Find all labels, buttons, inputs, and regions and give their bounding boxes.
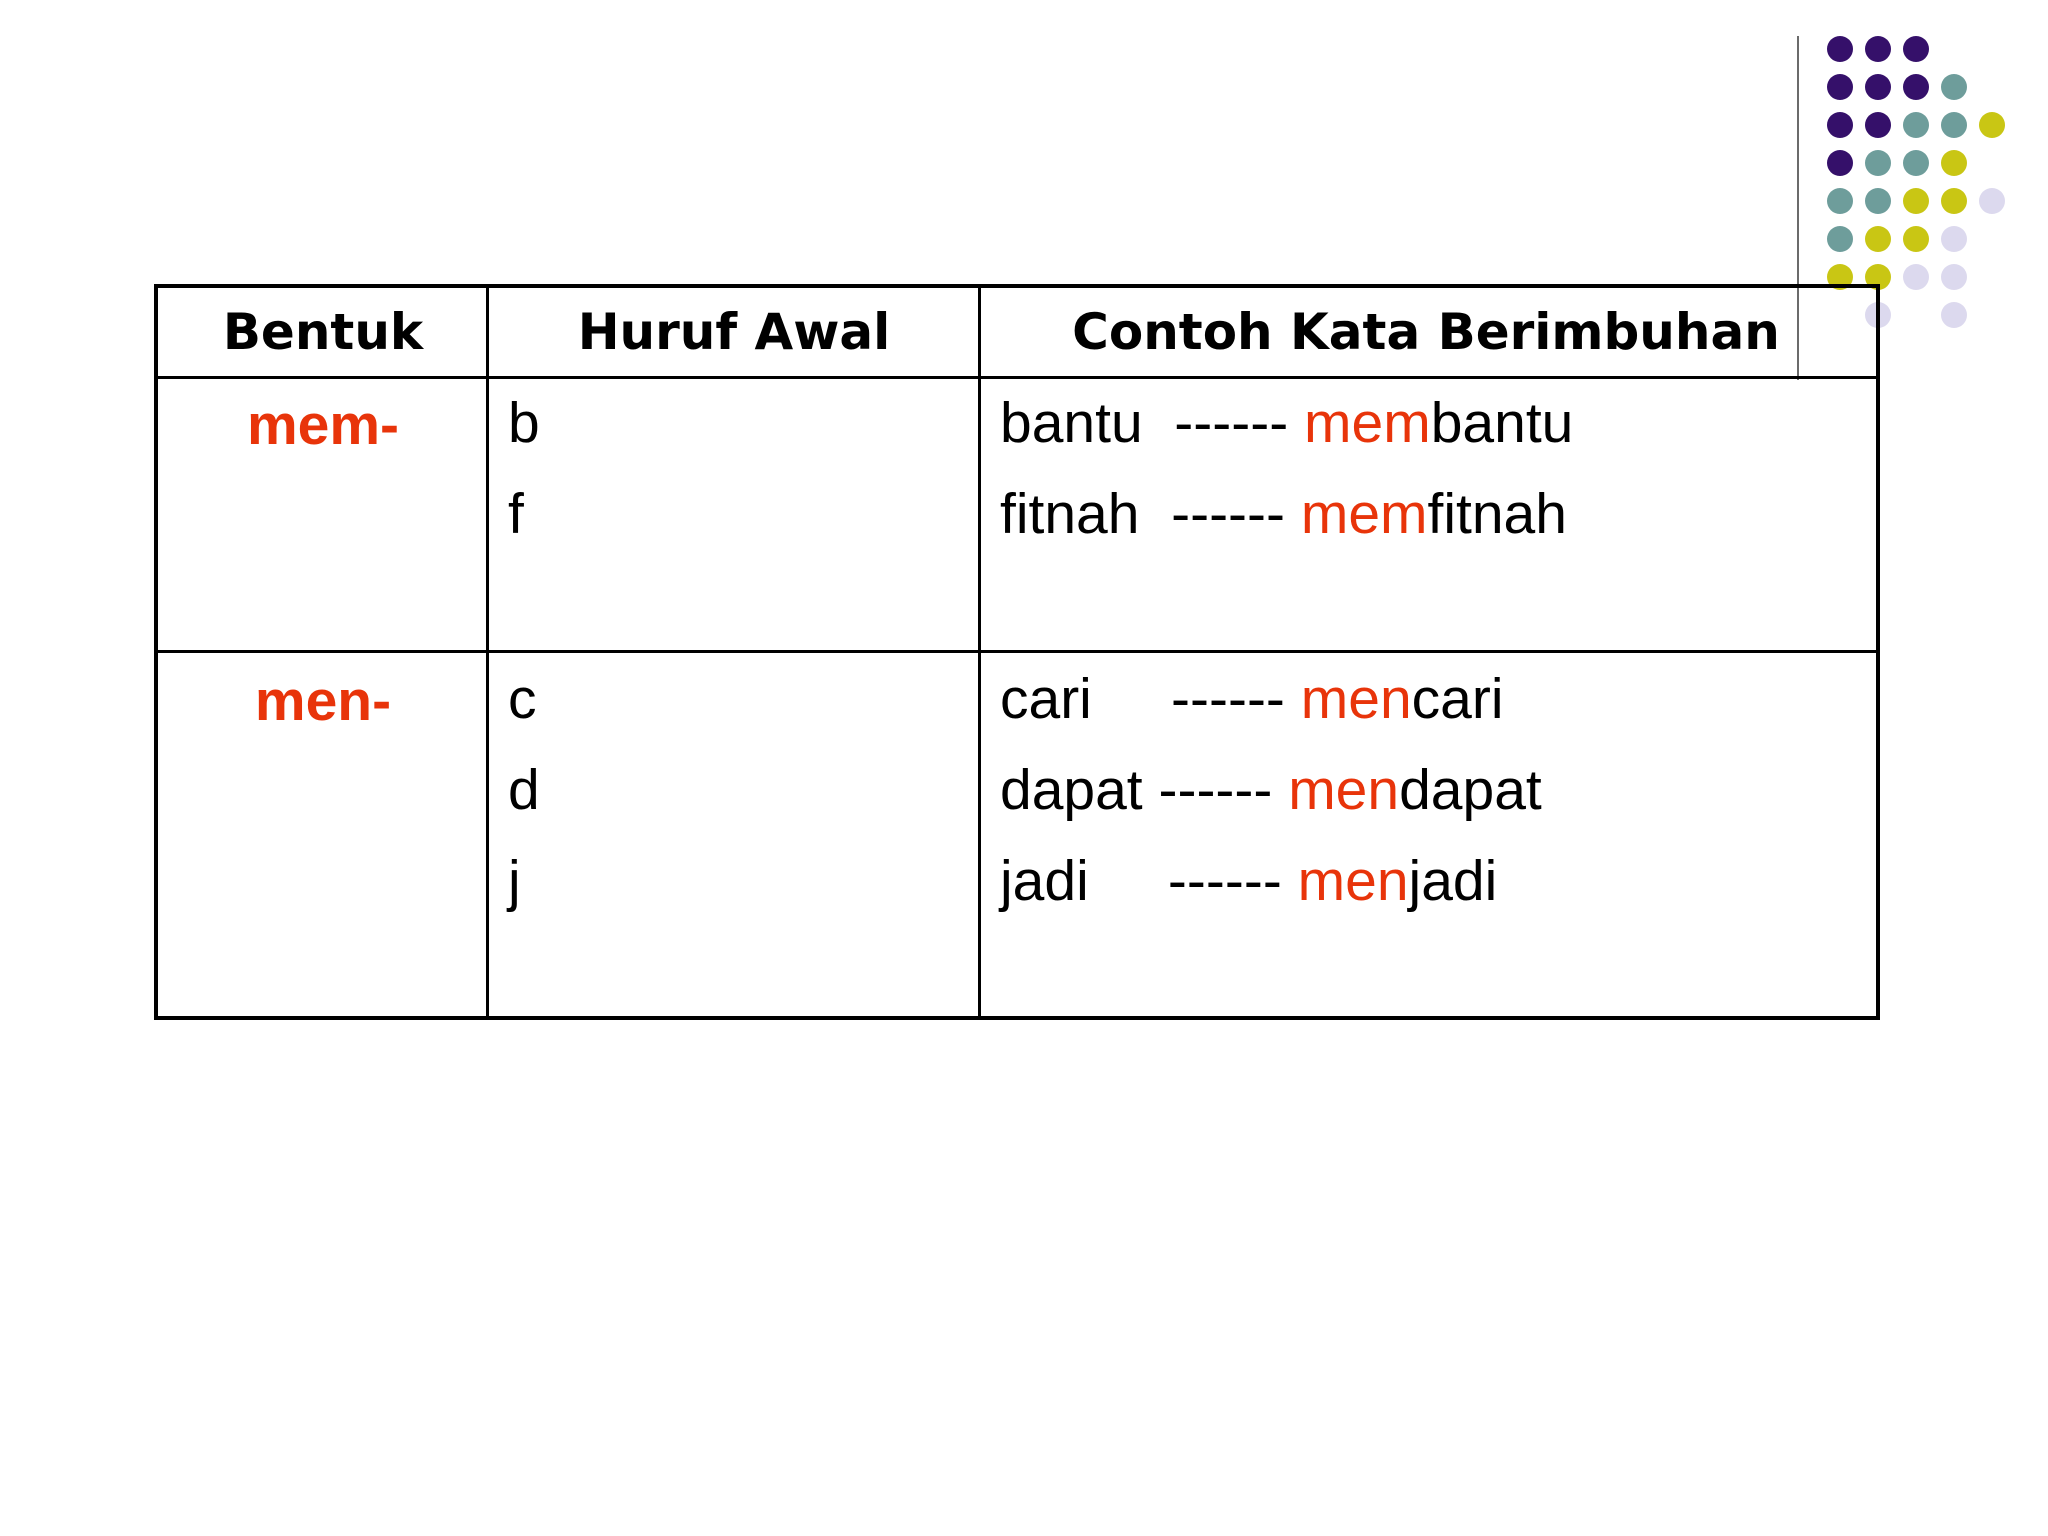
row-divider	[158, 650, 1876, 653]
decorative-dot	[1903, 74, 1929, 100]
header-huruf-awal: Huruf Awal	[577, 303, 891, 361]
decorative-dot	[1827, 188, 1853, 214]
list-item: f	[508, 482, 524, 546]
decorative-dot	[1941, 150, 1967, 176]
prefix-mem: mem-	[246, 393, 400, 457]
example-line	[1000, 654, 1542, 745]
decorative-dot	[1941, 188, 1967, 214]
decorative-dot	[1827, 150, 1853, 176]
decorative-dot	[1827, 112, 1853, 138]
list-item: c	[508, 667, 537, 731]
example-line	[1000, 745, 1542, 836]
decorative-dot	[1903, 226, 1929, 252]
decorative-dot	[1941, 226, 1967, 252]
example-line	[1000, 836, 1542, 927]
decorative-dot	[1827, 36, 1853, 62]
huruf-awal-list	[508, 654, 540, 927]
decorative-dot	[1903, 188, 1929, 214]
decorative-dot	[1827, 226, 1853, 252]
example-line	[1000, 378, 1573, 469]
list-item: j	[508, 849, 521, 913]
base-word: jadi ------	[1000, 849, 1298, 913]
example-line	[1000, 469, 1573, 560]
decorative-dot	[1865, 36, 1891, 62]
decorative-dot	[1979, 188, 2005, 214]
derived-stem: dapat	[1399, 758, 1542, 822]
list-item: d	[508, 758, 540, 822]
prefix-highlight: men	[1297, 849, 1409, 913]
base-word: cari ------	[1000, 667, 1301, 731]
contoh-list	[1000, 378, 1573, 560]
decorative-dot	[1903, 150, 1929, 176]
header-bentuk: Bentuk	[222, 303, 424, 361]
affix-table	[154, 284, 1880, 1020]
derived-stem: cari	[1411, 667, 1504, 731]
decorative-dot	[1979, 112, 2005, 138]
decorative-dot	[1827, 74, 1853, 100]
decorative-dot	[1865, 188, 1891, 214]
derived-stem: fitnah	[1427, 482, 1567, 546]
decorative-dot	[1865, 150, 1891, 176]
decorative-dot	[1941, 74, 1967, 100]
prefix-highlight: men	[1300, 667, 1412, 731]
decorative-dot	[1941, 264, 1967, 290]
decorative-dot	[1865, 226, 1891, 252]
decorative-dot	[1903, 264, 1929, 290]
prefix-highlight: men	[1288, 758, 1400, 822]
base-word: fitnah ------	[1000, 482, 1301, 546]
decorative-dot	[1903, 112, 1929, 138]
contoh-list	[1000, 654, 1542, 927]
list-item: b	[508, 391, 540, 455]
header-contoh-kata: Contoh Kata Berimbuhan	[1072, 303, 1780, 361]
huruf-awal-list	[508, 378, 540, 560]
decorative-dot	[1903, 36, 1929, 62]
prefix-highlight: mem	[1300, 482, 1428, 546]
derived-stem: jadi	[1408, 849, 1498, 913]
decorative-dot	[1941, 112, 1967, 138]
base-word: bantu ------	[1000, 391, 1305, 455]
decorative-dot	[1865, 74, 1891, 100]
derived-stem: bantu	[1430, 391, 1574, 455]
base-word: dapat ------	[1000, 758, 1289, 822]
column-divider	[978, 288, 981, 1016]
prefix-men: men-	[254, 669, 392, 733]
prefix-highlight: mem	[1304, 391, 1431, 455]
decorative-dot	[1941, 302, 1967, 328]
decorative-dot	[1865, 112, 1891, 138]
